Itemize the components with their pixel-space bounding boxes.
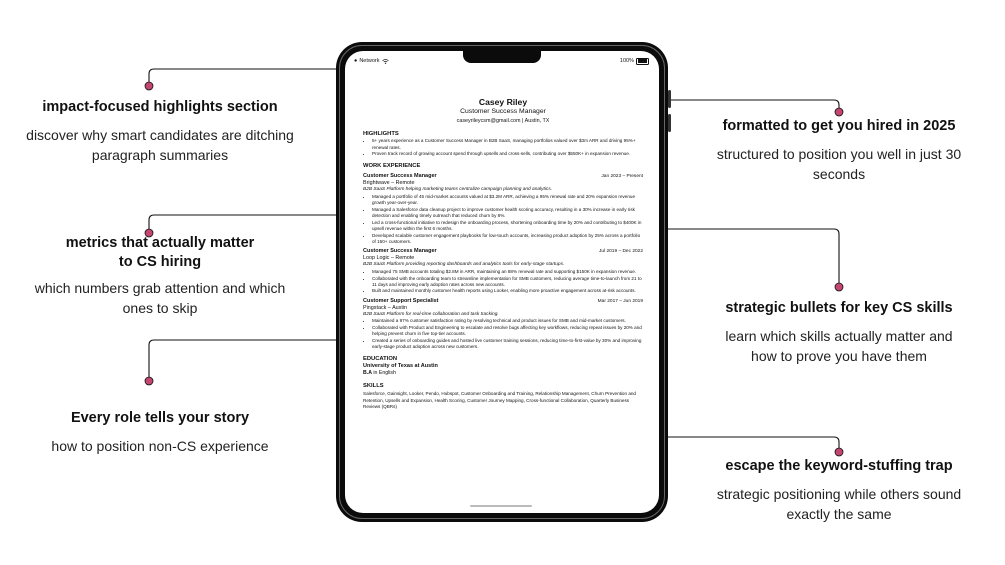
resume-name: Casey Riley: [478, 97, 528, 107]
callout-highlights: [25, 98, 295, 165]
highlight-item: • 5+ years experience as a Customer Success Manager in B2B SaaS, managing portfolios valued over $3m ARR and driving 95%+ renewal rates.: [372, 138, 643, 150]
job-bullet: • Collaborated with the onboarding team to streamline implementation for SMB customers, reducing average time-to-launch from 21 to 11 days and improving early adoption rates across new accounts.: [372, 276, 643, 288]
job-bullet: • Maintained a 97% customer satisfaction rating by resolving technical and product issues for SMB and mid-market customers.: [372, 318, 643, 324]
job-bullet: • Created a series of onboarding guides and hosted live customer training sessions, reducing time-to-first-value by 30% and improving early-stage product adoption across new customers.: [372, 338, 643, 350]
job-dates: Mar 2017 – Jun 2019: [597, 298, 643, 304]
job-bullet: • Managed 75 SMB accounts totaling $2.8M in ARR, maintaining an 88% renewal rate and supporting $150K in expansion revenue.: [372, 269, 643, 275]
job-bullet: • Collaborated with Product and Engineering to escalate and resolve bugs affecting key workflows, reducing repeat issues by 20% and helping prevent churn in five top-tier accounts.: [372, 325, 643, 337]
tablet-side-button-2: [668, 114, 671, 132]
callout-role: [20, 409, 300, 456]
callout-keyword: [715, 457, 963, 524]
callout-dot-role: [145, 377, 153, 385]
job-bullets: [363, 194, 643, 245]
tablet-side-button-1: [668, 90, 671, 108]
highlight-item: • Proven track record of growing account spend through upsells and cross-sells, contributing over $550K+ in expansion revenue.: [372, 151, 643, 157]
job-tagline: B2B SaaS Platform for real-time collaboration and task tracking.: [363, 311, 499, 317]
callout-highlights-title: impact-focused highlights section: [42, 99, 278, 115]
degree-field: in English: [371, 370, 396, 377]
callout-formatted-subtitle: structured to position you well in just 30 seconds: [716, 146, 962, 182]
job-tagline: B2B SaaS Platform providing reporting dashboards and analytics tools for early-stage startups.: [363, 262, 565, 268]
battery-icon: [636, 58, 649, 65]
resume-document: [363, 97, 643, 411]
network-label: Network: [359, 58, 380, 64]
callout-metrics: [25, 234, 295, 318]
home-indicator[interactable]: [470, 505, 532, 508]
job-title: Customer Success Manager: [363, 173, 437, 180]
resume-role: Customer Success Manager: [460, 108, 546, 115]
callout-dot-bullets: [835, 283, 843, 291]
job-title: Customer Success Manager: [363, 248, 437, 255]
callout-formatted: [715, 117, 963, 184]
callout-keyword-subtitle: strategic positioning while others sound exactly the same: [716, 486, 962, 522]
job-bullet: • Managed a Salesforce data cleanup project to improve customer health scoring accuracy, resulting in a 30% increase in early risk detection and enabling timely outreach that reduced churn by 8%.: [372, 207, 643, 219]
resume-contact: caseyrileycsm@gmail.com | Austin, TX: [456, 118, 550, 124]
highlights-heading: HIGHLIGHTS: [363, 131, 399, 137]
callout-dot-highlights: [145, 82, 153, 90]
degree-abbrev: B.A: [363, 370, 372, 377]
callout-bullets-subtitle: learn which skills actually matter and how to prove you have them: [725, 328, 953, 364]
connector-role: [149, 340, 351, 377]
job-bullets: [363, 269, 643, 295]
callout-dot-keyword: [835, 448, 843, 456]
job-company: Brightwave – Remote: [363, 180, 415, 187]
job-bullets: [363, 318, 643, 350]
callout-keyword-title: escape the keyword-stuffing trap: [725, 458, 953, 474]
job-tagline: B2B SaaS Platform helping marketing teams centralize campaign planning and analytics.: [363, 187, 553, 193]
callout-highlights-subtitle: discover why smart candidates are ditching paragraph summaries: [26, 127, 294, 163]
battery-percent: 100%: [619, 58, 634, 64]
education-school: University of Texas at Austin: [363, 363, 438, 370]
job-bullet: • Built and maintained monthly customer health reports using Looker, enabling more proactive engagement across at-risk accounts.: [372, 288, 643, 294]
callout-dot-formatted: [835, 108, 843, 116]
work-experience-heading: WORK EXPERIENCE: [363, 163, 421, 170]
job-company: Loop Logic – Remote: [363, 255, 415, 262]
job-bullet: • Developed scalable customer engagement playbooks for low-touch accounts, increasing product adoption by 25% across a portfolio of 150+ customers.: [372, 233, 643, 245]
callout-metrics-subtitle: which numbers grab attention and which ones to skip: [34, 280, 286, 316]
callout-role-title: Every role tells your story: [70, 410, 250, 426]
callout-role-subtitle: how to position non-CS experience: [51, 438, 269, 454]
job-company: Pingstack – Austin: [363, 304, 408, 311]
callout-formatted-title: formatted to get you hired in 2025: [722, 118, 956, 134]
job-bullet: • Led a cross-functional initiative to redesign the onboarding process, shortening onboarding time by 20% and contributing to $400K in upsell revenue within the first 6 months.: [372, 220, 643, 232]
job-bullet: • Managed a portfolio of 45 mid-market accounts valued at $3.2M ARR, achieving a 95% renewal rate and 20% expansion revenue growth year-over-year.: [372, 194, 643, 206]
job-dates: Jul 2019 – Dec 2022: [598, 249, 643, 255]
status-bar: [354, 56, 649, 66]
education-heading: EDUCATION: [363, 356, 398, 363]
skills-heading: SKILLS: [363, 383, 384, 390]
tablet-device: [336, 42, 668, 522]
callout-bullets: [715, 299, 963, 366]
education-degree: [363, 370, 643, 377]
job-entry: [363, 173, 643, 245]
wifi-icon: [382, 59, 389, 64]
job-entry: [363, 248, 643, 294]
skills-list: Salesforce, Gainsight, Looker, Pendo, Hubspot, Customer Onboarding and Training, Relationship Management, Churn Prevention and Retention, Upsells and Expansion, Health Scoring, Customer Journey Mapping, Cross-functional Collaboration, Quarterly Business Reviews (QBRs): [363, 391, 636, 410]
job-dates: Jan 2023 – Present: [601, 174, 643, 180]
tablet-screen[interactable]: [345, 51, 659, 513]
callout-bullets-title: strategic bullets for key CS skills: [725, 300, 953, 316]
highlights-list: [363, 138, 643, 157]
callout-metrics-title-line1: metrics that actually matter: [65, 235, 255, 251]
lock-icon: ●: [354, 58, 358, 64]
callout-metrics-title-line2: to CS hiring: [118, 254, 202, 270]
job-title: Customer Support Specialist: [363, 297, 439, 304]
job-entry: [363, 298, 643, 351]
